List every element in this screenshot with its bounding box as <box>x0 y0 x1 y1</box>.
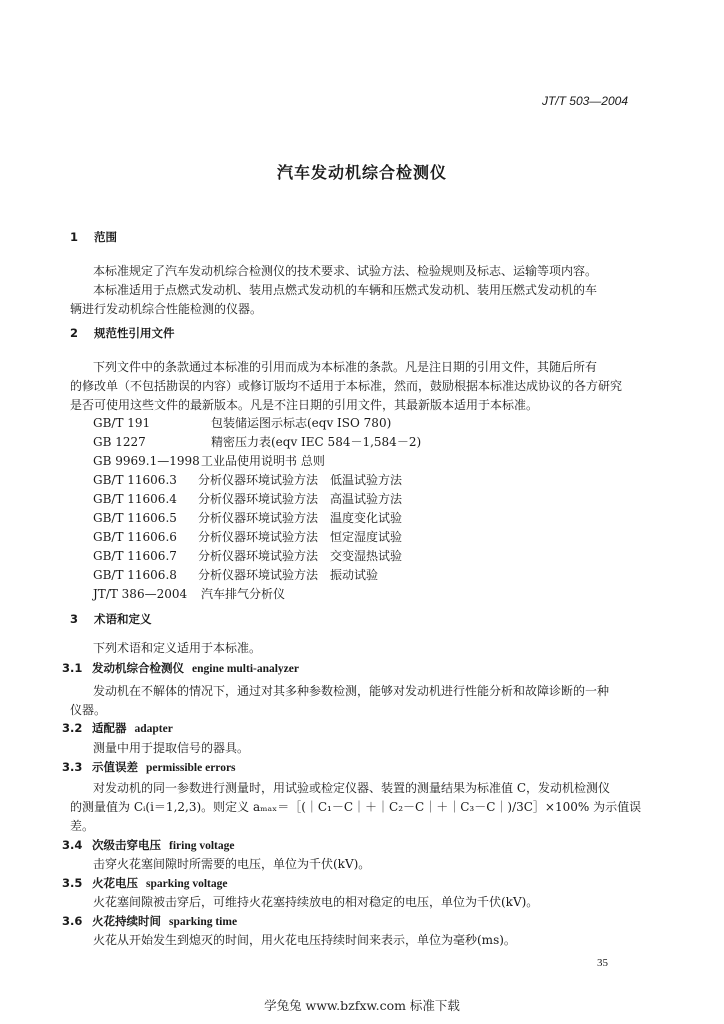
reference-row <box>93 433 421 450</box>
term-definition: 对发动机的同一参数进行测量时，用试验或检定仪器、装置的测量结果为标准值 C，发动机检测仪 <box>93 781 610 795</box>
term-heading <box>62 913 237 929</box>
reference-row <box>93 452 325 469</box>
reference-row <box>93 509 402 526</box>
term-number: 3.4 <box>62 838 83 852</box>
term-definition: 差。 <box>70 819 95 833</box>
term-definition: 火花从开始发生到熄灭的时间，用火花电压持续时间来表示，单位为毫秒(ms)。 <box>93 933 516 947</box>
reference-row <box>93 490 402 507</box>
standard-code: JT/T 503—2004 <box>541 94 628 108</box>
term-heading <box>62 837 234 853</box>
term-number: 3.1 <box>62 661 83 675</box>
reference-title: 汽车排气分析仪 <box>201 587 286 601</box>
reference-title: 分析仪器环境试验方法 振动试验 <box>198 568 379 582</box>
paragraph: 本标准规定了汽车发动机综合检测仪的技术要求、试验方法、检验规则及标志、运输等项内容。 <box>93 264 598 278</box>
section-number: 3 <box>70 612 79 626</box>
term-heading <box>62 660 299 676</box>
term-heading <box>62 759 236 775</box>
site-footer: 学兔兔 www.bzfxw.com 标准下载 <box>264 998 460 1013</box>
reference-row <box>93 471 402 488</box>
term-cn: 火花持续时间 <box>92 914 161 928</box>
term-definition: 的测量值为 Cᵢ(i＝1,2,3)。则定义 aₘₐₓ＝［(｜C₁－C｜＋｜C₂－C｜＋｜C₃－C｜)/3C］×100% 为示值误 <box>70 800 642 814</box>
reference-code: GB/T 11606.3 <box>93 473 177 487</box>
reference-code: GB 1227 <box>93 435 146 449</box>
term-number: 3.3 <box>62 760 83 774</box>
term-cn: 火花电压 <box>92 876 138 890</box>
term-cn: 适配器 <box>92 721 127 735</box>
reference-row <box>93 547 402 564</box>
reference-code: JT/T 386—2004 <box>93 587 188 601</box>
reference-code: GB/T 11606.4 <box>93 492 177 506</box>
term-definition: 测量中用于提取信号的器具。 <box>93 741 250 755</box>
reference-title: 分析仪器环境试验方法 高温试验方法 <box>198 492 403 506</box>
reference-title: 分析仪器环境试验方法 交变湿热试验 <box>198 549 403 563</box>
paragraph-line: 是否可使用这些文件的最新版本。凡是不注日期的引用文件，其最新版本适用于本标准。 <box>70 398 539 412</box>
term-cn: 次级击穿电压 <box>92 838 161 852</box>
reference-code: GB/T 11606.5 <box>93 511 177 525</box>
term-definition: 仪器。 <box>70 703 107 717</box>
reference-row <box>93 414 391 431</box>
section-1-heading <box>70 229 117 245</box>
reference-title: 分析仪器环境试验方法 温度变化试验 <box>198 511 403 525</box>
reference-row <box>93 585 285 602</box>
section-number: 1 <box>70 230 79 244</box>
document-title: 汽车发动机综合检测仪 <box>276 163 447 182</box>
paragraph-line: 辆进行发动机综合性能检测的仪器。 <box>70 302 263 316</box>
reference-title: 工业品使用说明书 总则 <box>201 454 325 468</box>
reference-code: GB/T 11606.7 <box>93 549 177 563</box>
reference-row <box>93 528 402 545</box>
reference-row <box>93 566 378 583</box>
paragraph-line: 的修改单（不包括勘误的内容）或修订版均不适用于本标准，然而，鼓励根据本标准达成协议的各方研究 <box>70 379 623 393</box>
term-definition: 火花塞间隙被击穿后，可维持火花塞持续放电的相对稳定的电压，单位为千伏(kV)。 <box>93 895 539 909</box>
term-heading <box>62 875 227 891</box>
reference-code: GB/T 191 <box>93 416 151 430</box>
reference-code: GB/T 11606.8 <box>93 568 177 582</box>
section-title: 术语和定义 <box>94 612 152 626</box>
term-en: engine multi-analyzer <box>192 663 299 675</box>
term-cn: 发动机综合检测仪 <box>92 661 184 675</box>
term-en: sparking voltage <box>146 878 228 890</box>
term-en: adapter <box>134 723 173 735</box>
section-title: 规范性引用文件 <box>94 326 175 340</box>
section-3-heading <box>70 611 152 627</box>
paragraph-line: 下列文件中的条款通过本标准的引用而成为本标准的条款。凡是注日期的引用文件，其随后所有 <box>93 360 598 374</box>
term-number: 3.5 <box>62 876 83 890</box>
section-number: 2 <box>70 326 79 340</box>
reference-code: GB 9969.1—1998 <box>93 454 200 468</box>
reference-title: 分析仪器环境试验方法 低温试验方法 <box>198 473 403 487</box>
term-definition: 发动机在不解体的情况下，通过对其多种参数检测，能够对发动机进行性能分析和故障诊断的一种 <box>93 684 610 698</box>
reference-title: 包装储运图示标志(eqv ISO 780) <box>211 416 392 430</box>
reference-title: 精密压力表(eqv IEC 584－1,584－2) <box>211 435 422 449</box>
term-en: sparking time <box>169 916 238 928</box>
section-title: 范围 <box>94 230 117 244</box>
term-number: 3.6 <box>62 914 83 928</box>
reference-title: 分析仪器环境试验方法 恒定湿度试验 <box>198 530 403 544</box>
term-definition: 击穿火花塞间隙时所需要的电压，单位为千伏(kV)。 <box>93 857 371 871</box>
paragraph-line: 本标准适用于点燃式发动机、装用点燃式发动机的车辆和压燃式发动机、装用压燃式发动机的车 <box>93 283 598 297</box>
section-2-heading <box>70 325 175 341</box>
page-number: 35 <box>597 957 608 969</box>
paragraph: 下列术语和定义适用于本标准。 <box>93 641 262 655</box>
term-number: 3.2 <box>62 721 83 735</box>
term-en: firing voltage <box>169 840 235 852</box>
term-en: permissible errors <box>146 762 236 774</box>
reference-code: GB/T 11606.6 <box>93 530 177 544</box>
term-cn: 示值误差 <box>92 760 138 774</box>
term-heading <box>62 720 173 736</box>
